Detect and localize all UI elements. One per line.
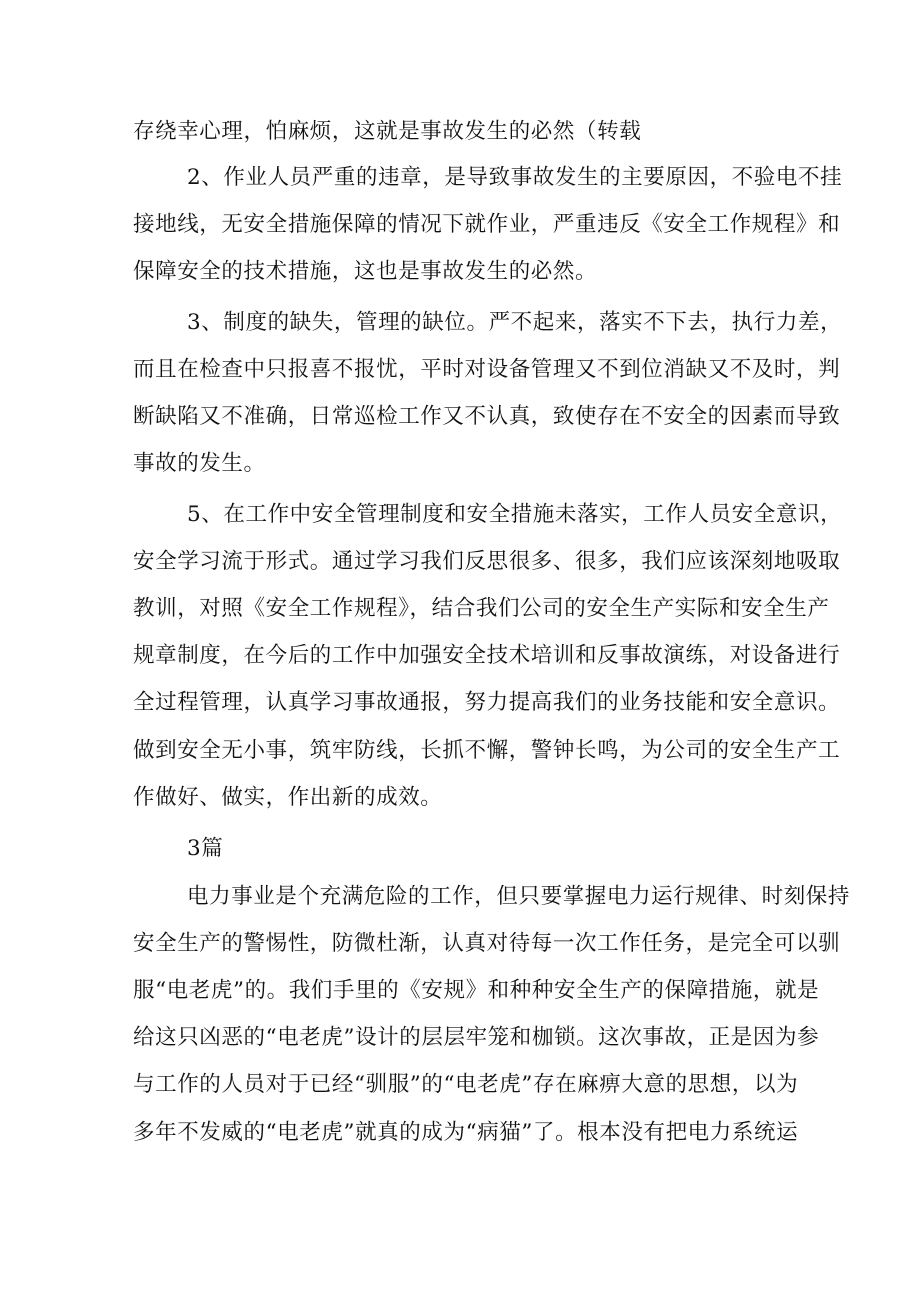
text-line: 多年不发威的“电老虎”就真的成为“病猫”了。根本没有把电力系统运 xyxy=(133,1120,799,1145)
text-line: 保障安全的技术措施，这也是事故发生的必然。 xyxy=(133,259,598,284)
text-line: 做到安全无小事，筑牢防线，长抓不懈，警钟长鸣，为公司的安全生产工 xyxy=(133,738,841,763)
text-line: 断缺陷又不准确，日常巡检工作又不认真，致使存在不安全的因素而导致 xyxy=(133,404,841,429)
text-line: 接地线，无安全措施保障的情况下就作业，严重违反《安全工作规程》和 xyxy=(133,212,841,237)
text-line: 教训，对照《安全工作规程》，结合我们公司的安全生产实际和安全生产 xyxy=(133,596,830,621)
paragraph-section3-start: 电力事业是个充满危险的工作，但只要掌握电力运行规律、时刻保持 xyxy=(187,884,851,909)
text-line: 全过程管理，认真学习事故通报，努力提高我们的业务技能和安全意识。 xyxy=(133,690,841,715)
paragraph-2-start: 2、作业人员严重的违章，是导致事故发生的主要原因，不验电不挂 xyxy=(187,165,843,190)
text-line: 安全生产的警惕性，防微杜渐，认真对待每一次工作任务，是完全可以驯 xyxy=(133,931,841,956)
text-line: 服“电老虎”的。我们手里的《安规》和种种安全生产的保障措施，就是 xyxy=(133,978,820,1003)
text-line: 安全学习流于形式。通过学习我们反思很多、很多，我们应该深刻地吸取 xyxy=(133,549,841,574)
section-heading: 3篇 xyxy=(187,836,224,861)
text-line: 规章制度，在今后的工作中加强安全技术培训和反事故演练，对设备进行 xyxy=(133,643,841,668)
text-line: 而且在检查中只报喜不报忧，平时对设备管理又不到位消缺又不及时，判 xyxy=(133,357,841,382)
text-line: 存绕幸心理，怕麻烦，这就是事故发生的必然（转载 xyxy=(133,119,642,144)
text-line: 事故的发生。 xyxy=(133,451,266,476)
text-line: 作做好、做实，作出新的成效。 xyxy=(133,785,443,810)
text-line: 与工作的人员对于已经“驯服”的“电老虎”存在麻痹大意的思想，以为 xyxy=(133,1072,799,1097)
paragraph-5-start: 5、在工作中安全管理制度和安全措施未落实，工作人员安全意识， xyxy=(187,502,843,527)
paragraph-3-start: 3、制度的缺失，管理的缺位。严不起来，落实不下去，执行力差， xyxy=(187,310,843,335)
text-line: 给这只凶恶的“电老虎”设计的层层牢笼和枷锁。这次事故，正是因为参 xyxy=(133,1025,820,1050)
